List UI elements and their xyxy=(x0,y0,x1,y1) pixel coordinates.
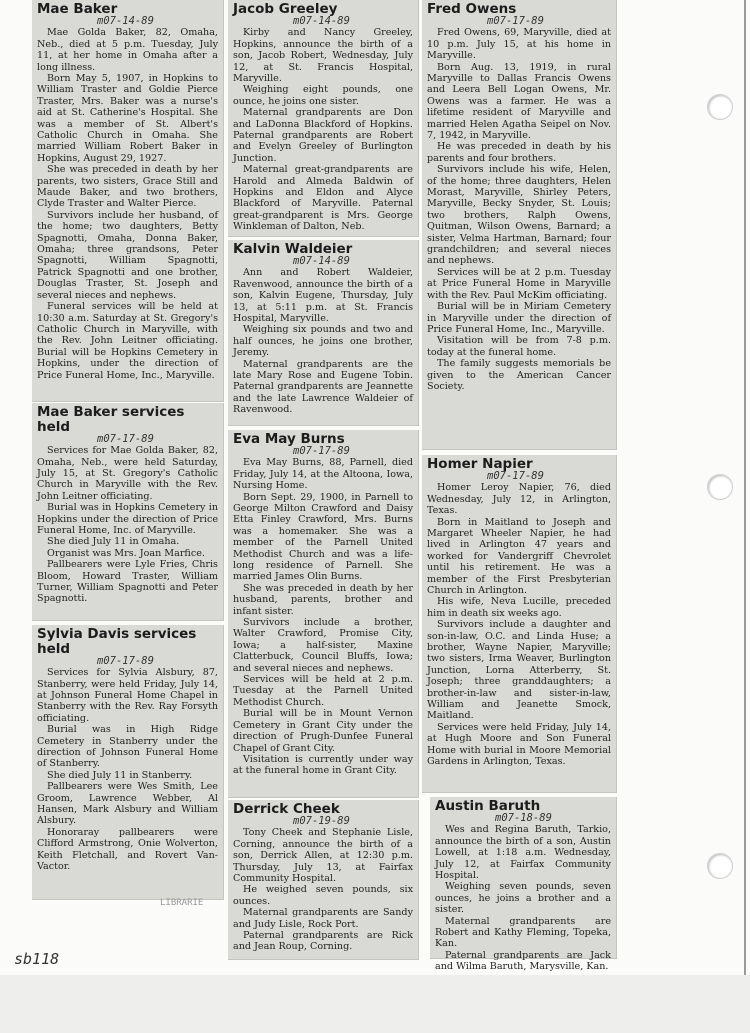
clipping-paragraph: Weighing eight pounds, one ounce, he joins one sister. xyxy=(233,84,413,107)
clipping-paragraph: Born Sept. 29, 1900, in Parnell to George Milton Crawford and Daisy Etta Finley Crawford, Mrs. Burns was a homemaker. She was a member of the Parnell United Methodist Church and was a life-long residence of Parnell. She married James Olin Burns. xyxy=(233,491,413,583)
clipping-paragraph: Maternal grandparents are the late Mary Rose and Eugene Tobin. Paternal grandparents are Jeannette and the late Lawrence Waldeier of Ravenwood. xyxy=(233,358,413,416)
clipping-paragraph: Honoraray pallbearers were Clifford Armstrong, Onie Wolverton, Keith Fletchall, and Rovert Van-Vactor. xyxy=(37,826,218,873)
clipping-paragraph: Ann and Robert Waldeier, Ravenwood, announce the birth of a son, Kalvin Eugene, Thursday, July 13, at 5:11 p.m. at St. Francis Hospital, Maryville. xyxy=(233,267,413,324)
clipping-paragraph: Born Aug. 13, 1919, in rural Maryville to Dallas Francis Owens and Leera Bell Logan Owens, Mr. Owens was a farmer. He was a lifetime resident of Maryville and married Helen Agatha Seipel on Nov. 7, 1942, in Maryville. xyxy=(427,61,611,141)
clipping-paragraph: Mae Golda Baker, 82, Omaha, Neb., died at 5 p.m. Tuesday, July 11, at her home in Omaha after a long illness. xyxy=(37,27,218,73)
clipping-paragraph: She was preceded in death by her parents, two sisters, Grace Still and Maude Baker, and two brothers, Clyde Traster and Walter Pierce. xyxy=(37,164,218,210)
clipping-paragraph: Services for Mae Golda Baker, 82, Omaha, Neb., were held Saturday, July 15, at St. Gregory's Catholic Church in Maryville with the Rev. John Leitner officiating. xyxy=(37,445,218,502)
clipping-homer-napier xyxy=(422,455,617,793)
handwritten-date-note: m07-19-89 xyxy=(293,814,350,827)
library-stamp: LIBRARIE xyxy=(160,898,204,908)
clipping-paragraph: Visitation will be from 7-8 p.m. today at the funeral home. xyxy=(427,335,611,358)
clipping-paragraph: Services were held Friday, July 14, at Hugh Moore and Son Funeral Home with burial in Moore Memorial Gardens in Arlington, Texas. xyxy=(427,721,611,768)
clipping-heading: Sylvia Davis services held xyxy=(37,626,197,657)
clipping-mae-baker-obituary xyxy=(32,0,224,402)
clipping-paragraph: Wes and Regina Baruth, Tarkio, announce the birth of a son, Austin Lowell, at 1:18 a.m. Wednesday, July 12, at Fairfax Community Hospital. xyxy=(435,824,611,881)
clipping-paragraph: His wife, Neva Lucille, preceded him in death six weeks ago. xyxy=(427,596,611,619)
clipping-paragraph: Survivors include his wife, Helen, of the home; three daughters, Helen Morast, Maryville, Shirley Peters, Maryville, Becky Snyder, St. Louis; two brothers, Ralph Owens, Quitman, Wilson Owens, Barnard; a sister, Velma Hartman, Barnard; four grandchildren; and several nieces and nephews. xyxy=(427,164,611,267)
clipping-paragraph: Survivors include her husband, of the home; two daughters, Betty Spagnotti, Omaha, Donna Baker, Omaha; three grandsons, Peter Spagnotti, William Spagnotti, Patrick Spagnotti and one brother, Douglas Traster, St. Joseph and several nieces and nephews. xyxy=(37,209,218,301)
clipping-paragraph: Tony Cheek and Stephanie Lisle, Corning, announce the birth of a son, Derrick Allen, at 12:30 p.m. Thursday, July 13, at Fairfax Community Hospital. xyxy=(233,827,413,884)
clipping-paragraph: Homer Leroy Napier, 76, died Wednesday, July 12, in Arlington, Texas. xyxy=(427,482,611,517)
clipping-fred-owens xyxy=(422,0,617,450)
clipping-paragraph: She was preceded in death by her husband, parents, brother and infant sister. xyxy=(233,582,413,617)
clipping-eva-may-burns xyxy=(228,430,419,798)
clipping-paragraph: Paternal grandparents are Jack and Wilma Baruth, Marysville, Kan. xyxy=(435,949,611,973)
clipping-paragraph: Funeral services will be held at 10:30 a.m. Saturday at St. Gregory's Catholic Church in Maryville, with the Rev. John Leitner officiating. Burial will be Hopkins Cemetery in Hopkins, under the direction of Price Funeral Home, Inc., Maryville. xyxy=(37,301,218,381)
handwritten-page-number: sb118 xyxy=(14,950,60,968)
clipping-paragraph: Maternal grandparents are Don and LaDonna Blackford of Hopkins. Paternal grandparents are Robert and Evelyn Greeley of Burlington Junction. xyxy=(233,107,413,164)
clipping-paragraph: Burial was in Hopkins Cemetery in Hopkins under the direction of Price Funeral Home, Inc. of Maryville. xyxy=(37,502,218,537)
clipping-paragraph: Burial will be in Mount Vernon Cemetery in Grant City under the direction of Prugh-Dunfee Funeral Chapel of Grant City. xyxy=(233,708,413,754)
clipping-sylvia-davis-services xyxy=(32,625,224,900)
handwritten-date-note: m07-17-89 xyxy=(97,432,154,445)
handwritten-date-note: m07-18-89 xyxy=(495,811,552,824)
clipping-paragraph: Services will be held at 2 p.m. Tuesday at the Parnell United Methodist Church. xyxy=(233,674,413,708)
clipping-paragraph: Weighing seven pounds, seven ounces, he joins a brother and a sister. xyxy=(435,881,611,916)
clipping-jacob-greeley xyxy=(228,0,419,237)
binder-hole xyxy=(707,853,733,879)
binder-hole xyxy=(707,94,733,120)
handwritten-date-note: m07-14-89 xyxy=(293,254,350,267)
clipping-paragraph: Maternal grandparents are Robert and Kathy Fleming, Topeka, Kan. xyxy=(435,915,611,950)
clipping-paragraph: Survivors include a daughter and son-in-law, O.C. and Linda Huse; a brother, Wayne Napier, Maryville; two sisters, Irma Weaver, Burlington Junction, Lorna Atterberry, St. Joseph; three granddaughters; a brother-in-law and sister-in-law, William and Jeanette Smock, Maitland. xyxy=(427,619,611,722)
clipping-heading: Austin Baruth xyxy=(435,798,541,814)
handwritten-date-note: m07-17-89 xyxy=(97,654,154,667)
clipping-paragraph: Burial will be in Miriam Cemetery in Maryville under the direction of Price Funeral Home, Inc., Maryville. xyxy=(427,301,611,335)
clipping-mae-baker-services xyxy=(32,403,224,621)
handwritten-date-note: m07-14-89 xyxy=(97,14,154,27)
clipping-paragraph: Visitation is currently under way at the funeral home in Grant City. xyxy=(233,753,413,777)
clipping-derrick-cheek xyxy=(228,800,419,960)
clipping-paragraph: Maternal great-grandparents are Harold and Almeda Baldwin of Hopkins and Eldon and Alyce Blackford of Maryville. Paternal great-grandparent is Mrs. George Winkleman of Dalton, Neb. xyxy=(233,164,413,233)
clipping-paragraph: She died July 11 in Stanberry. xyxy=(47,769,193,781)
page-background xyxy=(0,975,750,1033)
clipping-paragraph: Eva May Burns, 88, Parnell, died Friday, July 14, at the Altoona, Iowa, Nursing Home. xyxy=(233,457,413,492)
handwritten-date-note: m07-17-89 xyxy=(487,14,544,27)
clipping-paragraph: Services will be at 2 p.m. Tuesday at Price Funeral Home in Maryville with the Rev. Paul McKim officiating. xyxy=(427,266,611,301)
clipping-austin-baruth xyxy=(430,797,617,973)
clipping-heading: Eva May Burns xyxy=(233,431,345,447)
clipping-heading: Homer Napier xyxy=(427,456,533,472)
clipping-paragraph: The family suggests memorials be given to the American Cancer Society. xyxy=(427,358,611,392)
clipping-paragraph: Born in Maitland to Joseph and Margaret Wheeler Napier, he had lived in Arlington 47 years and worked for Vandergriff Chevrolet until his retirement. He was a member of the First Presbyterian Church in Arlington. xyxy=(427,516,611,596)
handwritten-date-note: m07-17-89 xyxy=(293,444,350,457)
clipping-paragraph: Fred Owens, 69, Maryville, died at 10 p.m. July 15, at his home in Maryville. xyxy=(427,27,611,62)
clipping-paragraph: Services for Sylvia Alsbury, 87, Stanberry, were held Friday, July 14, at Johnson Funeral Home Chapel in Stanberry with the Rev. Ray Forsyth officiating. xyxy=(37,667,218,724)
clipping-paragraph: Burial was in High Ridge Cemetery in Stanberry under the direction of Johnson Funeral Home of Stanberry. xyxy=(37,724,218,770)
clipping-heading: Mae Baker xyxy=(37,1,118,17)
clipping-heading: Jacob Greeley xyxy=(233,1,338,17)
binder-hole xyxy=(707,474,733,500)
clipping-paragraph: Pallbearers were Lyle Fries, Chris Bloom, Howard Traster, William Turner, William Spagnotti and Peter Spagnotti. xyxy=(37,559,218,605)
clipping-paragraph: Survivors include a brother, Walter Crawford, Promise City, Iowa; a half-sister, Maxine Clatterbuck, Council Bluffs, Iowa; and several nieces and nephews. xyxy=(233,617,413,674)
clipping-heading: Derrick Cheek xyxy=(233,801,340,817)
clipping-kalvin-waldeier xyxy=(228,240,419,426)
clipping-paragraph: Pallbearers were Wes Smith, Lee Groom, Lawrence Webber, Al Hansen, Mark Alsbury and William Alsbury. xyxy=(37,781,218,827)
clipping-paragraph: Organist was Mrs. Joan Marfice. xyxy=(47,547,205,559)
clipping-paragraph: Maternal grandparents are Sandy and Judy Lisle, Rock Port. xyxy=(233,907,413,930)
page-edge xyxy=(744,0,746,975)
clipping-heading: Kalvin Waldeier xyxy=(233,241,353,257)
clipping-paragraph: He weighed seven pounds, six ounces. xyxy=(233,884,413,907)
clipping-paragraph: Paternal grandparents are Rick and Jean Roup, Corning. xyxy=(233,930,413,953)
handwritten-date-note: m07-17-89 xyxy=(487,469,544,482)
clipping-heading: Mae Baker services held xyxy=(37,404,185,435)
clipping-heading: Fred Owens xyxy=(427,1,517,17)
clipping-paragraph: He was preceded in death by his parents and four brothers. xyxy=(427,141,611,164)
clipping-paragraph: Weighing six pounds and two and half ounces, he joins one brother, Jeremy. xyxy=(233,324,413,359)
handwritten-date-note: m07-14-89 xyxy=(293,14,350,27)
clipping-paragraph: She died July 11 in Omaha. xyxy=(47,536,180,548)
clipping-paragraph: Kirby and Nancy Greeley, Hopkins, announce the birth of a son, Jacob Robert, Wednesday, July 12, at St. Francis Hospital, Maryville. xyxy=(233,27,413,84)
clipping-paragraph: Born May 5, 1907, in Hopkins to William Traster and Goldie Pierce Traster, Mrs. Baker was a nurse's aid at St. Catherine's Hospital. She was a member of St. Albert's Catholic Church in Omaha. She married William Robert Baker in Hopkins, August 29, 1927. xyxy=(37,72,218,164)
